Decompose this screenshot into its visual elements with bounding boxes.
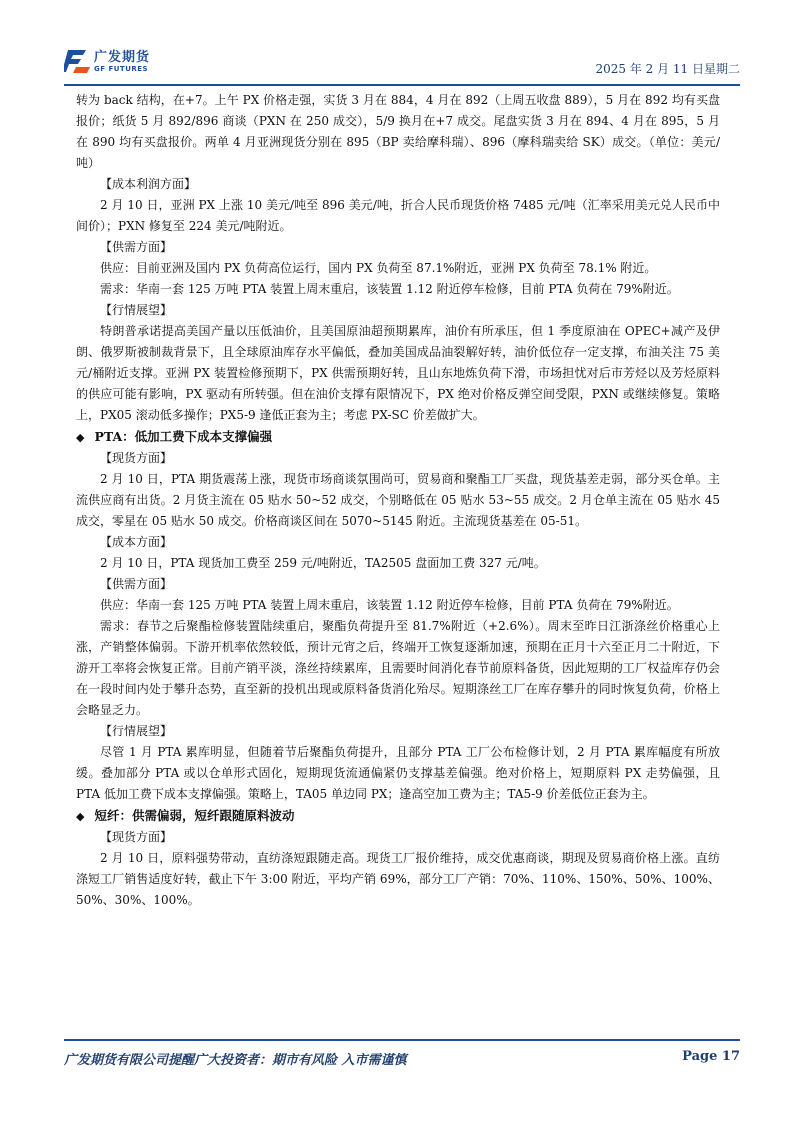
pta-supply-heading: 【供需方面】 <box>100 577 173 591</box>
staple-section-title: ◆ 短纤：供需偏弱，短纤跟随原料波动 <box>76 805 720 827</box>
logo-text-en: GF FUTURES <box>94 65 149 73</box>
pta-spot-heading: 【现货方面】 <box>100 451 173 465</box>
pta-demand-paragraph: 需求：春节之后聚酯检修装置陆续重启，聚酯负荷提升至 81.7%附近（+2.6%）。周末至昨日江浙涤丝价格重心上涨，产销整体偏弱。下游开机率依然较低，预计元宵之后，终端开工恢复逐渐加速，预期在正月十六至正月二十附近，下游开工率将会恢复正常。目前产销平淡，涤丝持续累库，且需要时间消化春节前原料备货，因此短期的工厂权益库存仍会在一段时间内处于攀升态势，直至新的投机出现或原料备货消化殆尽。短期涤丝工厂在库存攀升的同时恢复负荷，价格上会略显乏力。 <box>76 619 720 717</box>
px-cost-paragraph: 2 月 10 日，亚洲 PX 上涨 10 美元/吨至 896 美元/吨，折合人民币现货价格 7485 元/吨（汇率采用美元兑人民币中间价）；PXN 修复至 224 美元/吨附近。 <box>76 198 720 233</box>
page-number: Page 17 <box>682 1049 740 1064</box>
px-supply-paragraph: 供应：目前亚洲及国内 PX 负荷高位运行，国内 PX 负荷至 87.1%附近，亚洲 PX 负荷至 78.1% 附近。 <box>100 261 657 275</box>
risk-disclaimer: 广发期货有限公司提醒广大投资者：期市有风险 入市需谨慎 <box>64 1053 407 1068</box>
logo-text-cn: 广发期货 <box>94 50 151 65</box>
diamond-bullet-icon: ◆ <box>76 810 85 823</box>
footer-divider <box>64 1039 740 1041</box>
pta-outlook-paragraph: 尽管 1 月 PTA 累库明显，但随着节后聚酯负荷提升，且部分 PTA 工厂公布检修计划，2 月 PTA 累库幅度有所放缓。叠加部分 PTA 或以仓单形式固化，短期现货流通偏紧仍支撑基差偏强。绝对价格上，短期原料 PX 走势偏强，且 PTA 低加工费下成本支撑偏强。策略上，TA05 单边同 PX；逢高空加工费为主；TA5-9 价差低位正套为主。 <box>76 745 720 801</box>
pta-spot-paragraph: 2 月 10 日，PTA 期货震荡上涨，现货市场商谈氛围尚可，贸易商和聚酯工厂买盘，现货基差走弱，部分买仓单。主流供应商有出货。2 月货主流在 05 贴水 50~52 成交，个别略低在 05 贴水 53~55 成交。2 月仓单主流在 05 贴水 45 成交，零星在 05 贴水 50 成交。价格商谈区间在 5070~5145 附近。主流现货基差在 05-51。 <box>76 472 720 528</box>
pta-supply-paragraph: 供应：华南一套 125 万吨 PTA 装置上周末重启，该装置 1.12 附近停车检修，目前 PTA 负荷在 79%附近。 <box>100 598 679 612</box>
report-date: 2025 年 2 月 11 日星期二 <box>595 62 740 76</box>
pta-section-title: ◆ PTA：低加工费下成本支撑偏强 <box>76 426 720 448</box>
diamond-bullet-icon: ◆ <box>76 431 85 444</box>
pta-cost-heading: 【成本方面】 <box>100 535 173 549</box>
px-supply-heading: 【供需方面】 <box>100 240 173 254</box>
px-spot-paragraph: 转为 back 结构，在+7。上午 PX 价格走强，实货 3 月在 884，4 月在 892（上周五收盘 889），5 月在 892 均有买盘报价；纸货 5 月 892/896 商谈（PXN 在 250 成交），5/9 换月在+7 成交。尾盘实货 3 月在 894、4 月在 895，5 月在 890 均有买盘报价。两单 4 月亚洲现货分别在 895（BP 卖给摩科瑞）、896（摩科瑞卖给 SK）成交。（单位：美元/吨） <box>76 93 720 170</box>
px-cost-heading: 【成本利润方面】 <box>100 177 197 191</box>
company-logo <box>64 44 174 78</box>
staple-spot-paragraph: 2 月 10 日，原料强势带动，直纺涤短跟随走高。现货工厂报价维持，成交优惠商谈，期现及贸易商价格上涨。直纺涤短工厂销售适度好转，截止下午 3:00 附近，平均产销 69%，部分工厂产销：70%、110%、150%、50%、100%、50%、30%、100%。 <box>76 851 720 907</box>
pta-outlook-heading: 【行情展望】 <box>100 724 173 738</box>
pta-cost-paragraph: 2 月 10 日，PTA 现货加工费至 259 元/吨附近，TA2505 盘面加工费 327 元/吨。 <box>100 556 546 570</box>
gf-logo-icon <box>64 46 92 76</box>
staple-spot-heading: 【现货方面】 <box>100 830 173 844</box>
px-demand-paragraph: 需求：华南一套 125 万吨 PTA 装置上周末重启，该装置 1.12 附近停车检修，目前 PTA 负荷在 79%附近。 <box>100 282 679 296</box>
px-outlook-heading: 【行情展望】 <box>100 303 173 317</box>
header-divider <box>64 84 740 86</box>
page-header <box>64 42 740 82</box>
report-body <box>76 90 720 911</box>
px-outlook-paragraph: 特朗普承诺提高美国产量以压低油价，且美国原油超预期累库，油价有所承压，但 1 季度原油在 OPEC+减产及伊朗、俄罗斯被制裁背景下，且全球原油库存水平偏低，叠加美国成品油裂解好转，油价低位存一定支撑，布油关注 75 美元/桶附近支撑。亚洲 PX 装置检修预期下，PX 供需预期好转，且山东地炼负荷下滑，市场担忧对后市芳烃以及芳烃原料的供应可能有影响，PX 驱动有所转强。但在油价支撑有限情况下，PX 绝对价格反弹空间受限，PXN 或继续修复。策略上，PX05 滚动低多操作；PX5-9 逢低正套为主；考虑 PX-SC 价差做扩大。 <box>76 324 720 422</box>
